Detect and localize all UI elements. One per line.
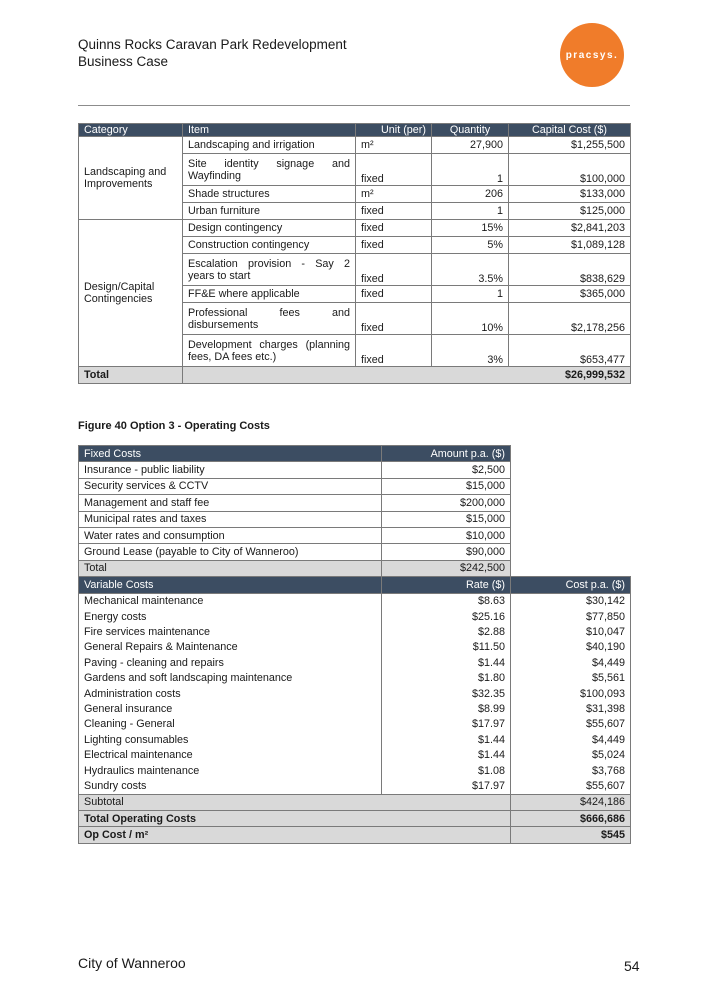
op-cost-value: $545 — [511, 827, 631, 843]
item-cell: Design contingency — [183, 220, 356, 237]
col-header-variable-costs: Variable Costs — [79, 577, 382, 593]
total-operating-label: Total Operating Costs — [79, 810, 511, 826]
variable-costs-header-row — [79, 577, 631, 593]
variable-cost-rate: $32.35 — [382, 686, 511, 701]
fixed-cost-label: Water rates and consumption — [79, 527, 382, 543]
fixed-costs-header-row — [79, 446, 631, 462]
document-header — [78, 36, 347, 70]
quantity-cell: 27,900 — [432, 137, 509, 154]
variable-cost-rate: $1.44 — [382, 655, 511, 670]
variable-cost-rate: $11.50 — [382, 640, 511, 655]
table-row — [79, 624, 631, 639]
table-row — [79, 462, 631, 478]
blank-cell — [511, 446, 631, 462]
cost-cell: $1,089,128 — [509, 237, 631, 254]
variable-cost-label: Hydraulics maintenance — [79, 763, 382, 778]
col-header-fixed-costs: Fixed Costs — [79, 446, 382, 462]
table-row — [79, 593, 631, 609]
table-row — [79, 640, 631, 655]
fixed-total-label: Total — [79, 560, 382, 576]
variable-cost-value: $3,768 — [511, 763, 631, 778]
variable-cost-value: $5,561 — [511, 670, 631, 685]
variable-cost-label: General Repairs & Maintenance — [79, 640, 382, 655]
unit-cell: fixed — [356, 220, 432, 237]
variable-cost-value: $40,190 — [511, 640, 631, 655]
quantity-cell: 15% — [432, 220, 509, 237]
fixed-cost-amount: $200,000 — [382, 495, 511, 511]
total-value: $26,999,532 — [183, 367, 631, 384]
cost-cell: $2,178,256 — [509, 303, 631, 335]
table-row — [79, 732, 631, 747]
variable-cost-value: $4,449 — [511, 655, 631, 670]
col-header-cost-pa: Cost p.a. ($) — [511, 577, 631, 593]
document-title: Quinns Rocks Caravan Park Redevelopment — [78, 37, 347, 52]
fixed-cost-label: Ground Lease (payable to City of Wanneroo) — [79, 544, 382, 560]
variable-cost-value: $55,607 — [511, 717, 631, 732]
table-row — [79, 778, 631, 794]
unit-cell: fixed — [356, 303, 432, 335]
unit-cell: m² — [356, 137, 432, 154]
variable-cost-rate: $8.99 — [382, 701, 511, 716]
variable-cost-value: $77,850 — [511, 609, 631, 624]
quantity-cell: 5% — [432, 237, 509, 254]
category-cell: Design/Capital Contingencies — [79, 220, 183, 367]
total-operating-value: $666,686 — [511, 810, 631, 826]
variable-cost-value: $31,398 — [511, 701, 631, 716]
unit-cell: fixed — [356, 203, 432, 220]
total-operating-costs-row — [79, 810, 631, 826]
fixed-cost-amount: $15,000 — [382, 478, 511, 494]
blank-cell — [511, 478, 631, 494]
item-cell: Construction contingency — [183, 237, 356, 254]
pracsys-logo — [560, 23, 624, 87]
variable-cost-label: General insurance — [79, 701, 382, 716]
unit-cell: m² — [356, 186, 432, 203]
unit-cell: fixed — [356, 286, 432, 303]
fixed-cost-amount: $15,000 — [382, 511, 511, 527]
cost-cell: $653,477 — [509, 335, 631, 367]
table-row — [79, 609, 631, 624]
quantity-cell: 1 — [432, 203, 509, 220]
table-row — [79, 544, 631, 560]
cost-cell: $100,000 — [509, 154, 631, 186]
table-row — [79, 511, 631, 527]
col-header-amount: Amount p.a. ($) — [382, 446, 511, 462]
cost-cell: $125,000 — [509, 203, 631, 220]
fixed-total-row — [79, 560, 631, 576]
table-row — [79, 686, 631, 701]
table-row — [79, 655, 631, 670]
unit-cell: fixed — [356, 154, 432, 186]
subtotal-row — [79, 794, 631, 810]
header-divider — [78, 105, 630, 106]
variable-cost-label: Energy costs — [79, 609, 382, 624]
col-header-item: Item — [183, 124, 356, 137]
cost-cell: $2,841,203 — [509, 220, 631, 237]
fixed-cost-amount: $2,500 — [382, 462, 511, 478]
blank-cell — [511, 544, 631, 560]
quantity-cell: 3.5% — [432, 254, 509, 286]
table-row — [79, 717, 631, 732]
capital-cost-table — [78, 123, 631, 384]
fixed-cost-amount: $90,000 — [382, 544, 511, 560]
unit-cell: fixed — [356, 237, 432, 254]
item-cell: Site identity signage and Wayfinding — [183, 154, 356, 186]
variable-cost-label: Mechanical maintenance — [79, 593, 382, 609]
fixed-cost-label: Insurance - public liability — [79, 462, 382, 478]
item-cell: Professional fees and disbursements — [183, 303, 356, 335]
document-subtitle: Business Case — [78, 54, 169, 69]
table-row — [79, 701, 631, 716]
col-header-unit: Unit (per) — [356, 124, 432, 137]
variable-cost-value: $100,093 — [511, 686, 631, 701]
variable-cost-rate: $1.08 — [382, 763, 511, 778]
subtotal-label: Subtotal — [79, 794, 511, 810]
variable-cost-label: Cleaning - General — [79, 717, 382, 732]
item-cell: Development charges (planning fees, DA fees etc.) — [183, 335, 356, 367]
category-cell: Landscaping and Improvements — [79, 137, 183, 220]
table-row — [79, 478, 631, 494]
logo-text: pracsys. — [565, 49, 619, 61]
variable-cost-label: Sundry costs — [79, 778, 382, 794]
variable-cost-label: Administration costs — [79, 686, 382, 701]
blank-cell — [511, 495, 631, 511]
col-header-quantity: Quantity — [432, 124, 509, 137]
item-cell: Escalation provision - Say 2 years to start — [183, 254, 356, 286]
variable-cost-label: Electrical maintenance — [79, 747, 382, 762]
blank-cell — [511, 527, 631, 543]
variable-cost-label: Paving - cleaning and repairs — [79, 655, 382, 670]
col-header-capital-cost: Capital Cost ($) — [509, 124, 631, 137]
quantity-cell: 1 — [432, 154, 509, 186]
blank-cell — [511, 462, 631, 478]
col-header-rate: Rate ($) — [382, 577, 511, 593]
variable-cost-rate: $17.97 — [382, 778, 511, 794]
col-header-category: Category — [79, 124, 183, 137]
footer-org: City of Wanneroo — [78, 955, 186, 971]
quantity-cell: 3% — [432, 335, 509, 367]
table-row — [79, 220, 631, 237]
variable-cost-value: $30,142 — [511, 593, 631, 609]
table-row — [79, 670, 631, 685]
table-header-row — [79, 124, 631, 137]
variable-cost-rate: $25.16 — [382, 609, 511, 624]
unit-cell: fixed — [356, 254, 432, 286]
variable-cost-rate: $2.88 — [382, 624, 511, 639]
item-cell: FF&E where applicable — [183, 286, 356, 303]
variable-cost-value: $5,024 — [511, 747, 631, 762]
variable-cost-value: $4,449 — [511, 732, 631, 747]
total-row — [79, 367, 631, 384]
variable-cost-rate: $8.63 — [382, 593, 511, 609]
cost-cell: $365,000 — [509, 286, 631, 303]
table-row — [79, 763, 631, 778]
item-cell: Landscaping and irrigation — [183, 137, 356, 154]
table-row — [79, 747, 631, 762]
subtotal-value: $424,186 — [511, 794, 631, 810]
variable-cost-rate: $1.44 — [382, 732, 511, 747]
op-cost-label: Op Cost / m² — [79, 827, 511, 843]
item-cell: Urban furniture — [183, 203, 356, 220]
variable-cost-rate: $1.44 — [382, 747, 511, 762]
variable-cost-rate: $17.97 — [382, 717, 511, 732]
cost-cell: $133,000 — [509, 186, 631, 203]
variable-cost-label: Gardens and soft landscaping maintenance — [79, 670, 382, 685]
table-row — [79, 527, 631, 543]
fixed-total-value: $242,500 — [382, 560, 511, 576]
variable-cost-label: Lighting consumables — [79, 732, 382, 747]
op-cost-per-m2-row — [79, 827, 631, 843]
cost-cell: $1,255,500 — [509, 137, 631, 154]
fixed-cost-label: Municipal rates and taxes — [79, 511, 382, 527]
fixed-cost-label: Management and staff fee — [79, 495, 382, 511]
unit-cell: fixed — [356, 335, 432, 367]
variable-cost-label: Fire services maintenance — [79, 624, 382, 639]
figure-caption: Figure 40 Option 3 - Operating Costs — [78, 420, 270, 432]
variable-cost-value: $55,607 — [511, 778, 631, 794]
fixed-cost-amount: $10,000 — [382, 527, 511, 543]
blank-cell — [511, 511, 631, 527]
quantity-cell: 10% — [432, 303, 509, 335]
quantity-cell: 206 — [432, 186, 509, 203]
variable-cost-rate: $1.80 — [382, 670, 511, 685]
blank-cell — [511, 560, 631, 576]
item-cell: Shade structures — [183, 186, 356, 203]
variable-cost-value: $10,047 — [511, 624, 631, 639]
table-row — [79, 495, 631, 511]
page-number: 54 — [624, 958, 640, 974]
quantity-cell: 1 — [432, 286, 509, 303]
operating-cost-table — [78, 445, 631, 844]
table-row — [79, 137, 631, 154]
fixed-cost-label: Security services & CCTV — [79, 478, 382, 494]
cost-cell: $838,629 — [509, 254, 631, 286]
total-label: Total — [79, 367, 183, 384]
